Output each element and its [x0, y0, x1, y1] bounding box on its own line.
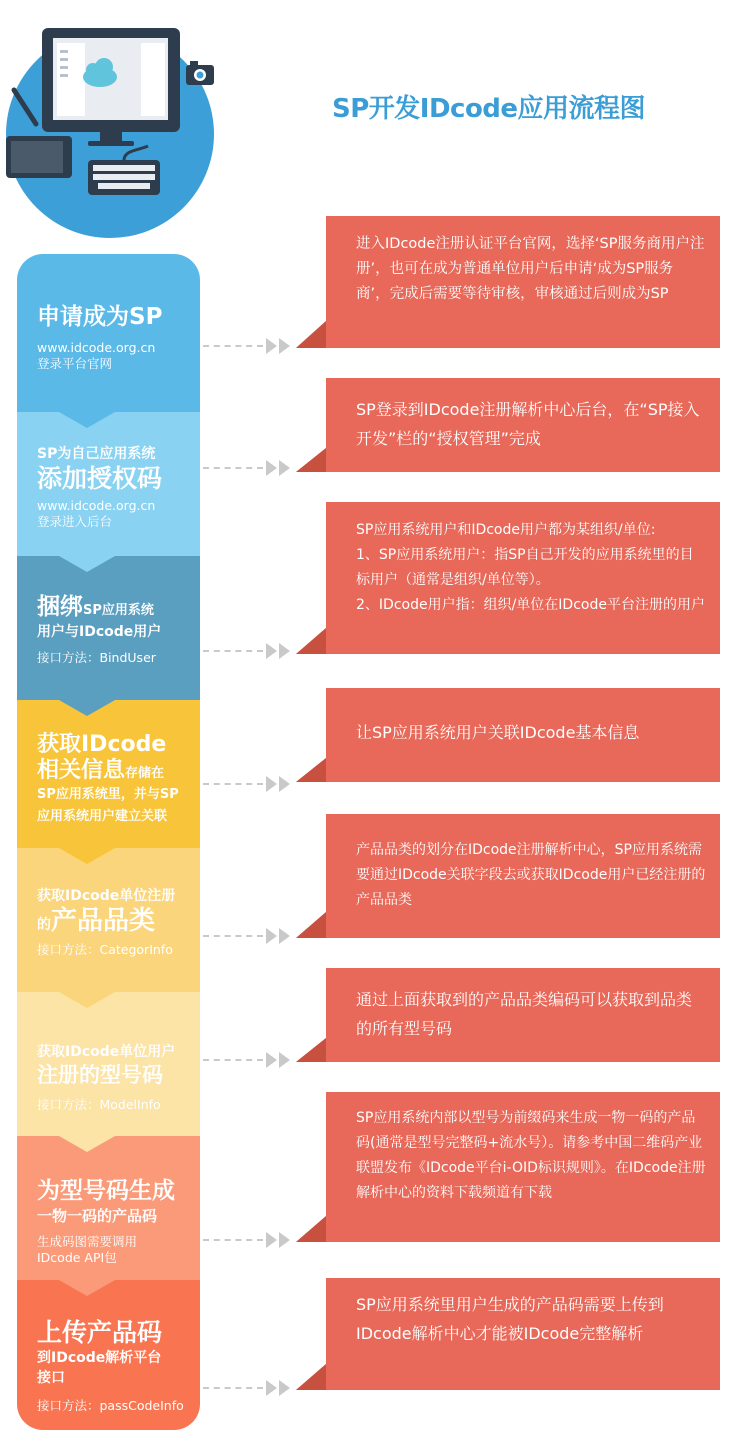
description-box-3 — [296, 502, 720, 654]
description-text-8: SP应用系统里用户生成的产品码需要上传到IDcode解析中心才能被IDcode完整解析 — [356, 1295, 664, 1343]
description-text-5: 产品品类的划分在IDcode注册解析中心，SP应用系统需要通过IDcode关联字段去或获取IDcode用户已经注册的产品品类 — [356, 842, 706, 908]
description-box-4 — [296, 688, 720, 782]
description-text-7: SP应用系统内部以型号为前缀码来生成一物一码的产品码(通常是型号完整码+流水号）。请参考中国二维码产业联盟发布《IDcode平台i-OID标识规则》。在IDcode注册解析中心的资料下载频道有下载 — [356, 1110, 706, 1201]
step-2-url: www.idcode.org.cn — [37, 498, 156, 513]
step-1-title: 申请成为SP — [37, 304, 163, 330]
connector-arrow-7 — [203, 1232, 295, 1248]
step-7-note-2: IDcode API包 — [37, 1250, 117, 1265]
step-1-note: 登录平台官网 — [37, 356, 113, 371]
step-7 — [17, 1136, 200, 1280]
step-5-method: 接口方法：CategorInfo — [37, 942, 173, 957]
step-4-line4: 应用系统用户建立关联 — [37, 809, 168, 824]
description-text-3-line-1: SP应用系统用户和IDcode用户都为某组织/单位: — [356, 522, 656, 538]
process-ribbon — [17, 254, 200, 1430]
description-text-3-line-3: 2、IDcode用户指：组织/单位在IDcode平台注册的用户 — [356, 597, 705, 613]
step-5 — [17, 848, 200, 992]
step-7-title: 为型号码生成 — [37, 1178, 175, 1204]
description-box-2 — [296, 378, 720, 472]
description-text-1: 进入IDcode注册认证平台官网，选择‘SP服务商用户注册’，也可在成为普通单位用户后申请‘成为SP服务商’，完成后需要等待审核，审核通过后则成为SP — [356, 236, 705, 302]
hero-illustration — [0, 0, 230, 245]
page-title: SP开发IDcode应用流程图 — [332, 94, 646, 124]
step-5-subtitle: 获取IDcode单位注册 — [37, 888, 176, 904]
step-8-line3: 接口 — [37, 1370, 65, 1386]
step-3-method: 接口方法：BindUser — [37, 650, 156, 665]
description-box-7 — [296, 1092, 720, 1242]
step-8-method: 接口方法：passCodeInfo — [37, 1398, 184, 1413]
step-5-prefix: 的 — [37, 917, 51, 933]
step-5-title: 产品品类 — [51, 906, 156, 936]
description-box-5 — [296, 814, 720, 938]
connector-arrow-1 — [203, 338, 295, 354]
description-text-6: 通过上面获取到的产品品类编码可以获取到品类的所有型号码 — [356, 990, 693, 1038]
step-2-title: 添加授权码 — [37, 464, 163, 493]
connector-arrow-5 — [203, 928, 295, 944]
description-text-4: 让SP应用系统用户关联IDcode基本信息 — [356, 723, 640, 742]
step-8-title: 上传产品码 — [37, 1318, 163, 1347]
step-2-subtitle: SP为自己应用系统 — [37, 446, 156, 462]
step-4-title: 获取IDcode — [37, 732, 167, 757]
connector-arrow-8 — [203, 1380, 295, 1396]
description-box-8 — [296, 1278, 720, 1390]
step-3-line2: 用户与IDcode用户 — [37, 624, 162, 640]
description-box-1 — [296, 216, 720, 348]
step-1 — [17, 254, 200, 412]
step-4-title-suffix: 存储在 — [125, 766, 165, 781]
step-3-title: 捆绑 — [37, 594, 83, 620]
step-6-method: 接口方法：ModelInfo — [37, 1097, 161, 1112]
step-8 — [17, 1280, 200, 1430]
description-text-2: SP登录到IDcode注册解析中心后台，在“SP接入开发”栏的“授权管理”完成 — [356, 400, 700, 448]
computer-monitor-icon — [42, 28, 180, 146]
step-7-line2: 一物一码的产品码 — [37, 1207, 158, 1225]
connector-arrow-6 — [203, 1052, 295, 1068]
step-2-note: 登录进入后台 — [37, 514, 113, 529]
step-6-subtitle: 获取IDcode单位用户 — [37, 1044, 176, 1060]
tablet-icon — [6, 136, 72, 178]
step-4-line3: SP应用系统里，并与SP — [37, 787, 179, 802]
connector-arrow-2 — [203, 460, 295, 476]
camera-icon — [186, 61, 214, 85]
step-1-url: www.idcode.org.cn — [37, 340, 156, 355]
step-7-note: 生成码图需要调用 — [37, 1234, 138, 1249]
connector-arrow-3 — [203, 643, 295, 659]
step-4 — [17, 700, 200, 848]
step-3 — [17, 556, 200, 700]
step-4-title-2: 相关信息 — [37, 758, 126, 783]
step-3-title-suffix: SP应用系统 — [83, 603, 154, 618]
description-text-3-line-2: 1、SP应用系统用户：指SP自己开发的应用系统里的目标用户（通常是组织/单位等）。 — [356, 547, 694, 588]
step-6-title: 注册的型号码 — [37, 1063, 163, 1087]
step-6 — [17, 992, 200, 1136]
step-8-line2: 到IDcode解析平台 — [37, 1350, 162, 1366]
description-box-6 — [296, 968, 720, 1062]
connector-arrow-4 — [203, 776, 295, 792]
step-2 — [17, 412, 200, 556]
